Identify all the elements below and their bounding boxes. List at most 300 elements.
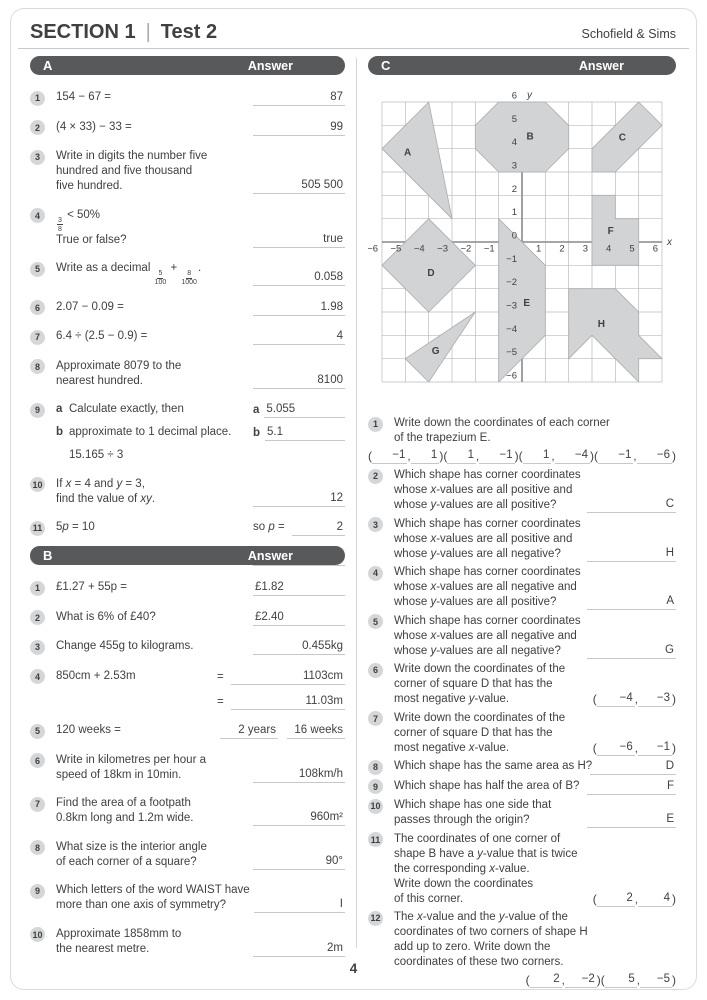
question-number: 2 <box>30 120 45 135</box>
question-text-line: whose x-values are all negative and <box>394 629 577 642</box>
question-text <box>56 359 247 389</box>
question-row <box>368 565 676 610</box>
question-number: 4 <box>368 566 383 581</box>
question-row <box>30 329 345 345</box>
open-paren: ( <box>525 973 530 987</box>
question-row <box>30 796 345 826</box>
y-tick--5: −5 <box>506 347 517 359</box>
question-text-line: most negative y-value. <box>394 693 510 705</box>
answer-line <box>587 643 676 659</box>
open-paren: ( <box>592 740 597 755</box>
answer-column-header: Answer <box>247 58 293 73</box>
question-number: 5 <box>368 614 383 629</box>
question-text-line: most negative x-value. <box>394 741 510 754</box>
answer-area <box>593 891 676 907</box>
answer-line <box>253 373 345 389</box>
close-paren: ) <box>514 449 519 463</box>
question-text-line: Which shape has corner coordinates <box>394 469 581 481</box>
answer-value: 5.055 <box>266 403 296 415</box>
question-number: 3 <box>30 150 45 165</box>
left-column <box>30 56 345 955</box>
question-text <box>56 883 248 913</box>
x-tick-5: 5 <box>629 243 635 255</box>
question-row <box>368 662 676 707</box>
question-text-line: corner of square D that has the <box>394 726 553 739</box>
shape-B <box>475 102 568 172</box>
answer-prefix: so p = <box>253 521 285 533</box>
answer-area <box>587 546 676 562</box>
question-row <box>30 639 345 655</box>
comma: , <box>551 451 555 463</box>
question-text <box>56 90 247 106</box>
question-number: 8 <box>30 840 45 855</box>
answer-area <box>587 812 676 828</box>
question-text <box>56 796 247 826</box>
y-tick-1: 1 <box>511 207 517 219</box>
question-row <box>30 149 345 194</box>
question-text <box>56 753 247 783</box>
shape-A <box>382 102 452 219</box>
question-text-line: 15.165 ÷ 3 <box>69 449 124 461</box>
shape-label-E: E <box>523 298 531 310</box>
x-tick--3: −3 <box>437 243 448 255</box>
answer-value: 0.058 <box>314 271 343 283</box>
answer-value: 505 500 <box>301 179 343 191</box>
question-text-line: 6.4 ÷ (2.5 − 0.9) = <box>56 330 148 342</box>
answer-value: 99 <box>330 120 343 133</box>
question-number: 9 <box>368 779 383 794</box>
answer-area <box>587 497 676 513</box>
page-header <box>30 21 676 44</box>
question-text <box>394 779 581 795</box>
question-number: 10 <box>368 799 383 814</box>
question-number: 1 <box>30 91 45 106</box>
question-row <box>30 477 345 507</box>
open-paren: ( <box>592 891 597 906</box>
answer-area <box>253 580 345 596</box>
question-row <box>30 840 345 870</box>
coordinate-x-line: −1 <box>598 448 633 464</box>
x-tick-1: 1 <box>536 243 542 255</box>
answer-value: 2 years <box>238 724 276 736</box>
shape-G <box>405 312 475 382</box>
x-tick--6: −6 <box>368 243 378 255</box>
answer-area <box>253 941 345 957</box>
section-letter: A <box>43 58 53 73</box>
question-text-line: If x = 4 and y = 3, <box>56 477 145 490</box>
question-number: 3 <box>368 517 383 532</box>
question-number: 4 <box>30 208 45 223</box>
coordinate-x-line: 1 <box>447 448 476 464</box>
answer-line <box>254 897 345 913</box>
answer-value: true <box>323 232 343 245</box>
coordinate-y-line: −1 <box>638 740 672 756</box>
x-tick--4: −4 <box>413 243 425 255</box>
question-text-line: of each corner of a square? <box>56 855 197 868</box>
close-paren: ) <box>589 449 594 463</box>
question-text <box>56 840 247 870</box>
question-text-line: $\frac{3}{8}$ < 50% <box>58 208 101 233</box>
y-tick--6: −6 <box>506 370 517 382</box>
answer-area <box>587 643 676 659</box>
sub-question-label: a <box>56 403 63 415</box>
x-axis-label: x <box>666 236 672 248</box>
close-paren: ) <box>596 973 601 987</box>
coordinate-x-line: −6 <box>597 740 635 756</box>
sub-question-row <box>56 402 345 418</box>
question-number: 9 <box>30 403 45 418</box>
question-number: 8 <box>368 760 383 775</box>
answer-area <box>253 329 345 345</box>
question-row <box>30 120 345 136</box>
coordinate-answer <box>593 691 676 707</box>
question-text <box>56 520 247 536</box>
question-text-line: What is 6% of £40? <box>56 610 156 623</box>
answer-line <box>253 610 345 626</box>
question-text-line: Which shape has corner coordinates <box>394 517 581 530</box>
question-text <box>394 711 587 756</box>
question-row <box>368 779 676 795</box>
coordinate-answer <box>593 740 676 756</box>
coordinate-x-line: 2 <box>597 891 635 907</box>
question-list <box>30 90 345 566</box>
answer-line <box>253 580 345 596</box>
fraction <box>155 270 167 286</box>
question-text-line: Write in digits the number five <box>56 150 208 162</box>
shape-label-A: A <box>404 147 412 159</box>
coordinate-pair <box>594 448 676 464</box>
answer-value: E <box>666 813 674 825</box>
question-text-line: Write down the coordinates of the <box>394 663 566 675</box>
answer-area <box>253 178 345 194</box>
answer-stack-row <box>217 669 345 685</box>
shape-label-B: B <box>526 131 534 143</box>
answer-line <box>587 779 676 795</box>
answer-line <box>253 270 345 286</box>
answer-line <box>253 329 345 345</box>
coordinate-answer <box>593 891 676 907</box>
test-title: Test 2 <box>160 21 218 43</box>
y-tick--4: −4 <box>506 323 517 335</box>
answer-area <box>253 491 345 507</box>
answer-line <box>287 723 345 739</box>
equals-sign: = <box>217 670 224 683</box>
shape-label-C: C <box>618 132 626 144</box>
page-title <box>30 21 217 44</box>
answer-value: 90° <box>325 854 343 867</box>
question-number: 3 <box>30 640 45 655</box>
x-tick-4: 4 <box>606 243 612 255</box>
question-row <box>30 261 345 286</box>
question-row <box>30 927 345 957</box>
answer-area <box>253 232 345 248</box>
y-tick-5: 5 <box>511 113 517 125</box>
answer-area <box>253 520 345 536</box>
question-text <box>56 927 247 957</box>
open-paren: ( <box>368 449 372 463</box>
coordinate-y-line: −6 <box>637 448 672 464</box>
question-text-line: 5p = 10 <box>56 521 95 533</box>
question-text <box>394 832 587 907</box>
comma: , <box>634 742 638 755</box>
question-text-line: Which shape has half the area of B? <box>394 779 580 792</box>
coordinate-x-line: −1 <box>372 448 407 464</box>
question-row <box>30 580 345 596</box>
question-text <box>56 639 247 655</box>
coordinate-y-line: −4 <box>555 448 590 464</box>
question-text-line: True or false? <box>56 233 127 246</box>
question-text-line: of this corner. <box>394 892 464 905</box>
sub-question-label: b <box>56 426 64 438</box>
question-row <box>30 402 345 463</box>
fraction-denominator: 1000 <box>181 279 197 286</box>
fraction-numerator: 8 <box>187 270 192 277</box>
answer-area <box>253 402 345 418</box>
question-text-line: £1.27 + 55p = <box>56 581 127 593</box>
shape-label-H: H <box>597 319 605 331</box>
question-row <box>368 517 676 562</box>
comma: , <box>561 975 565 987</box>
answer-line <box>253 767 345 783</box>
answer-area <box>253 610 345 626</box>
coordinate-y-line: −5 <box>640 972 672 988</box>
question-row <box>368 832 676 907</box>
x-tick--2: −2 <box>460 243 472 255</box>
question-number: 11 <box>368 832 383 847</box>
question-text-line: Which shape has corner coordinates <box>394 566 581 578</box>
question-text <box>394 614 581 659</box>
question-number: 9 <box>30 884 45 899</box>
fraction <box>57 217 63 233</box>
answer-value: H <box>665 546 674 559</box>
question-number: 5 <box>30 724 45 739</box>
answer-value: G <box>665 643 674 656</box>
answer-area <box>253 300 345 316</box>
question-row <box>30 90 345 106</box>
question-text-line: whose x-values are all positive and <box>394 484 573 496</box>
question-text-line: Write in kilometres per hour a <box>56 753 206 766</box>
open-paren: ( <box>518 449 523 463</box>
question-row <box>30 520 345 536</box>
answer-label: a <box>253 404 260 416</box>
open-paren: ( <box>592 692 597 706</box>
question-row <box>30 669 345 710</box>
coordinate-pair <box>593 891 676 907</box>
question-text-line: What size is the interior angle <box>56 840 207 853</box>
question-text-line: Find the area of a footpath <box>56 797 191 809</box>
y-tick--3: −3 <box>506 300 517 312</box>
answer-value: 12 <box>330 491 343 504</box>
answer-area <box>253 639 345 655</box>
question-text-line: approximate to 1 decimal place. <box>69 426 232 438</box>
question-text <box>56 261 247 286</box>
page-number: 4 <box>349 961 358 976</box>
answer-line <box>231 669 345 685</box>
question-text-line: Which shape has one side that <box>394 799 552 811</box>
question-text-line: the corresponding x-value. <box>394 862 530 875</box>
question-text-line: whose y-values are all positive? <box>394 499 557 511</box>
question-number: 12 <box>368 911 383 926</box>
shape-label-G: G <box>431 345 440 357</box>
section-header-bar <box>368 56 676 75</box>
answer-line <box>253 232 345 248</box>
coordinate-y-line: 1 <box>411 448 440 464</box>
question-row <box>368 468 676 513</box>
answer-value: 87 <box>330 91 343 103</box>
answer-value: F <box>666 779 674 792</box>
question-row <box>30 359 345 389</box>
fraction-numerator: 3 <box>58 216 62 224</box>
fraction-numerator: 5 <box>158 270 163 277</box>
answer-line <box>253 120 345 136</box>
question-text <box>56 120 247 136</box>
question-text-line: hundred and five thousand <box>56 165 193 177</box>
answer-value: 960m² <box>310 811 343 823</box>
comma: , <box>407 451 411 463</box>
question-text-line: 120 weeks = <box>56 724 121 736</box>
answer-value: 11.03m <box>305 694 343 707</box>
question-number: 11 <box>30 521 45 536</box>
question-number: 6 <box>30 753 45 768</box>
question-text-line: whose y-values are all negative? <box>394 547 561 560</box>
answer-line <box>265 425 345 441</box>
right-column <box>368 56 676 992</box>
answer-area <box>253 854 345 870</box>
y-tick--2: −2 <box>506 277 517 289</box>
question-text <box>56 149 247 194</box>
answer-line <box>253 941 345 957</box>
answer-value: 1.98 <box>320 300 343 313</box>
comma: , <box>633 451 637 463</box>
question-text-line: 0.8km long and 1.2m wide. <box>56 812 194 824</box>
coordinate-x-line: −4 <box>597 691 635 707</box>
answer-line <box>253 90 345 106</box>
question-text-line: five hundred. <box>56 180 123 192</box>
answer-value: 1103cm <box>302 669 343 682</box>
answer-area <box>217 669 345 710</box>
answer-area <box>253 767 345 783</box>
question-text-line: whose x-values are all positive and <box>394 532 573 545</box>
question-number: 2 <box>30 610 45 625</box>
answer-line <box>253 300 345 316</box>
close-paren: ) <box>672 973 676 987</box>
question-text-line: Which shape has the same area as H? <box>394 760 593 772</box>
answer-value: 2m <box>327 941 343 954</box>
question-row <box>368 614 676 659</box>
answer-area <box>253 373 345 389</box>
question-text-line: Approximate 1858mm to <box>56 927 182 940</box>
question-text-line: (4 × 33) − 33 = <box>56 120 132 133</box>
question-text-line: whose x-values are all negative and <box>394 581 577 593</box>
answer-line <box>587 546 676 562</box>
answer-label: b <box>253 427 261 439</box>
shape-label-F: F <box>607 225 614 237</box>
answer-stack-row <box>217 694 345 710</box>
question-text-line: Write down the coordinates of the <box>394 711 566 724</box>
question-text <box>394 759 593 775</box>
question-number: 10 <box>30 927 45 942</box>
question-row <box>30 883 345 913</box>
question-text-line: find the value of xy. <box>56 492 156 505</box>
open-paren: ( <box>443 449 448 463</box>
question-row <box>368 759 676 775</box>
coordinate-grid <box>368 88 676 401</box>
answer-line <box>253 854 345 870</box>
question-text-line: passes through the origin? <box>394 814 530 826</box>
answer-line <box>220 723 278 739</box>
question-text <box>56 477 247 507</box>
x-tick-6: 6 <box>652 243 658 255</box>
question-text-line: coordinates of two corners of shape H <box>394 926 588 938</box>
coordinate-pair <box>443 448 518 464</box>
fraction-denominator: 8 <box>58 225 62 233</box>
fraction-denominator: 100 <box>154 279 167 286</box>
answer-value: D <box>665 760 674 772</box>
answer-value: 5.1 <box>267 426 284 438</box>
open-paren: ( <box>600 973 605 987</box>
question-text-line: Write as a decimal $\frac{5}{100}$ + $\frac{8}{1000}$ . <box>56 262 202 286</box>
answer-value: A <box>666 595 674 607</box>
y-tick-6: 6 <box>511 90 517 102</box>
shape-C <box>592 102 662 172</box>
answer-area <box>253 90 345 106</box>
answer-area <box>587 779 676 795</box>
question-text-line: Calculate exactly, then <box>69 403 184 415</box>
question-text <box>56 610 247 626</box>
coordinate-pair <box>593 740 676 756</box>
answer-value: 0.455kg <box>302 640 343 652</box>
coordinate-x-line: 2 <box>530 972 562 988</box>
question-list <box>30 580 345 957</box>
comma: , <box>476 451 480 463</box>
question-number: 6 <box>30 300 45 315</box>
question-text <box>394 798 581 828</box>
question-text-line: Approximate 8079 to the <box>56 359 182 372</box>
open-paren: ( <box>593 449 598 463</box>
y-tick-3: 3 <box>511 160 517 172</box>
answer-column-header: Answer <box>247 548 293 563</box>
question-text-line: Write down the coordinates of each corner <box>394 417 610 429</box>
answer-value: £2.40 <box>255 610 284 623</box>
question-text-line: Change 455g to kilograms. <box>56 640 194 652</box>
question-row <box>30 723 345 739</box>
question-text <box>394 416 676 446</box>
coordinate-y-line: −2 <box>565 972 597 988</box>
question-text <box>394 662 587 707</box>
question-row <box>368 416 676 446</box>
question-text-line: 154 − 67 = <box>56 91 111 103</box>
answer-line <box>253 639 345 655</box>
question-text-line: shape B have a y-value that is twice <box>394 847 578 860</box>
close-paren: ) <box>672 740 676 755</box>
question-text-line: whose y-values are all negative? <box>394 644 561 657</box>
answer-line <box>590 759 676 775</box>
question-text <box>56 723 209 739</box>
header-rule <box>18 48 689 49</box>
question-number: 2 <box>368 469 383 484</box>
question-number: 1 <box>368 417 383 432</box>
coordinate-y-line: 4 <box>638 891 672 907</box>
close-paren: ) <box>439 449 444 463</box>
coordinate-pair <box>593 691 676 707</box>
question-text <box>56 300 247 316</box>
x-tick-3: 3 <box>582 243 588 255</box>
question-text <box>56 669 211 710</box>
question-text-line: 2.07 − 0.09 = <box>56 300 124 313</box>
x-tick-2: 2 <box>559 243 565 255</box>
question-number: 8 <box>30 359 45 374</box>
question-text-line: The coordinates of one corner of <box>394 832 561 845</box>
